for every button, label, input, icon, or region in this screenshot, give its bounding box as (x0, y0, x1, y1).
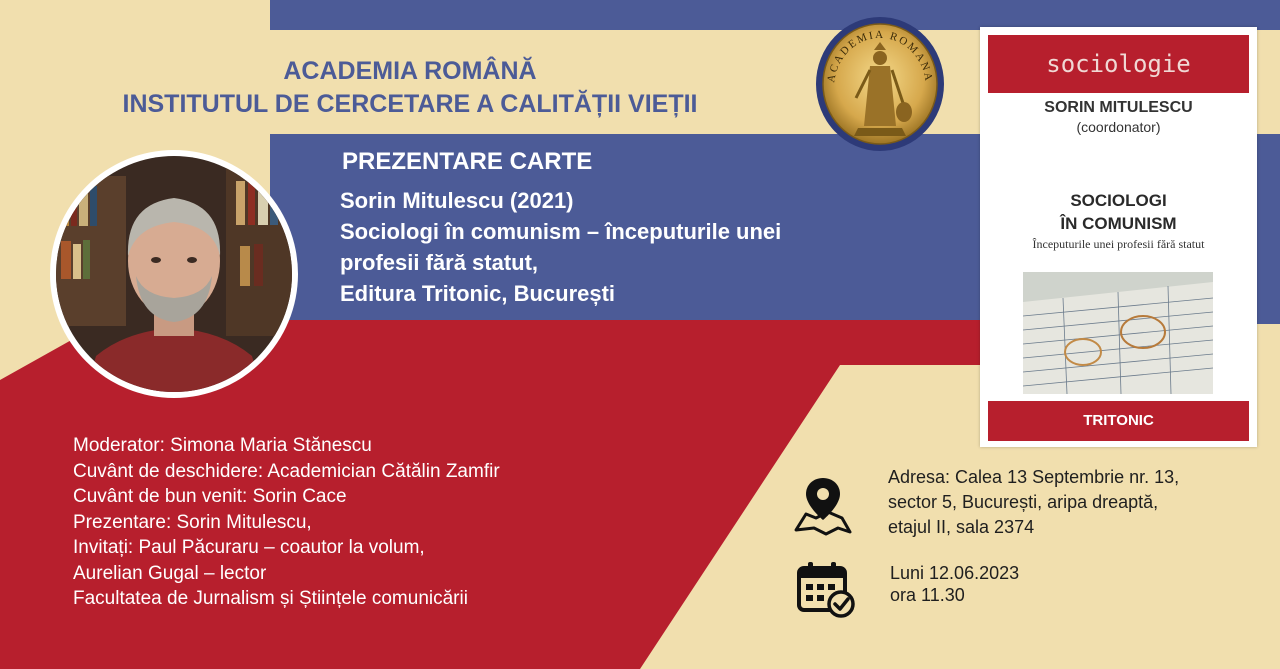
credit-faculty: Facultatea de Jurnalism și Științele comunicării (73, 588, 468, 609)
event-date: Luni 12.06.2023 (890, 563, 1020, 583)
book-cover-role: (coordonator) (1076, 119, 1161, 135)
calendar-check-icon (795, 558, 857, 620)
institution-line1: ACADEMIA ROMÂNĂ (283, 57, 537, 85)
event-address (888, 465, 1179, 540)
address-line3: etajul II, sala 2374 (888, 517, 1035, 537)
book-details (340, 185, 781, 309)
author-portrait (50, 150, 298, 398)
event-credits (73, 433, 500, 612)
book-title-line1: Sociologi în comunism – începuturile unei (340, 219, 782, 244)
book-cover-photo (1023, 272, 1213, 394)
address-line2: sector 5, București, aripa dreaptă, (888, 492, 1159, 512)
event-schedule (890, 562, 1019, 606)
map-pin-icon (792, 474, 854, 536)
address-line1: Adresa: Calea 13 Septembrie nr. 13, (888, 467, 1180, 487)
credit-welcome: Cuvânt de bun venit: Sorin Cace (73, 486, 347, 507)
credit-guest-2: Aurelian Gugal – lector (73, 562, 267, 584)
institution-line2: INSTITUTUL DE CERCETARE A CALITĂȚII VIEȚII (122, 90, 698, 118)
academy-seal-logo (812, 14, 948, 154)
book-publisher: Editura Tritonic, București (340, 281, 616, 306)
book-author-year: Sorin Mitulescu (2021) (340, 188, 574, 213)
presentation-title: PREZENTARE CARTE (342, 148, 593, 175)
book-cover-title-line1: SOCIOLOGI (1070, 191, 1167, 210)
credit-moderator: Moderator: Simona Maria Stănescu (73, 435, 372, 456)
book-cover-publisher: TRITONIC (988, 401, 1249, 441)
book-cover-title-line2: ÎN COMUNISM (1060, 214, 1177, 233)
event-time: ora 11.30 (890, 585, 965, 605)
book-series-label: sociologie (988, 35, 1249, 93)
book-cover-title (980, 189, 1257, 235)
book-cover-subtitle: Începuturile unei profesii fără statut (1032, 237, 1205, 251)
book-cover-author: SORIN MITULESCU (1044, 99, 1193, 116)
credit-presentation: Prezentare: Sorin Mitulescu, (73, 511, 312, 533)
credit-guests: Invitați: Paul Păcuraru – coautor la volum, (73, 537, 425, 558)
institution-heading (60, 55, 760, 121)
credit-opening: Cuvânt de deschidere: Academician Cătălin Zamfir (73, 460, 500, 482)
book-title-line2: profesii fără statut, (340, 250, 539, 275)
book-cover-image (980, 27, 1257, 447)
seal-text: ACADEMIA ROMANA (825, 28, 935, 84)
